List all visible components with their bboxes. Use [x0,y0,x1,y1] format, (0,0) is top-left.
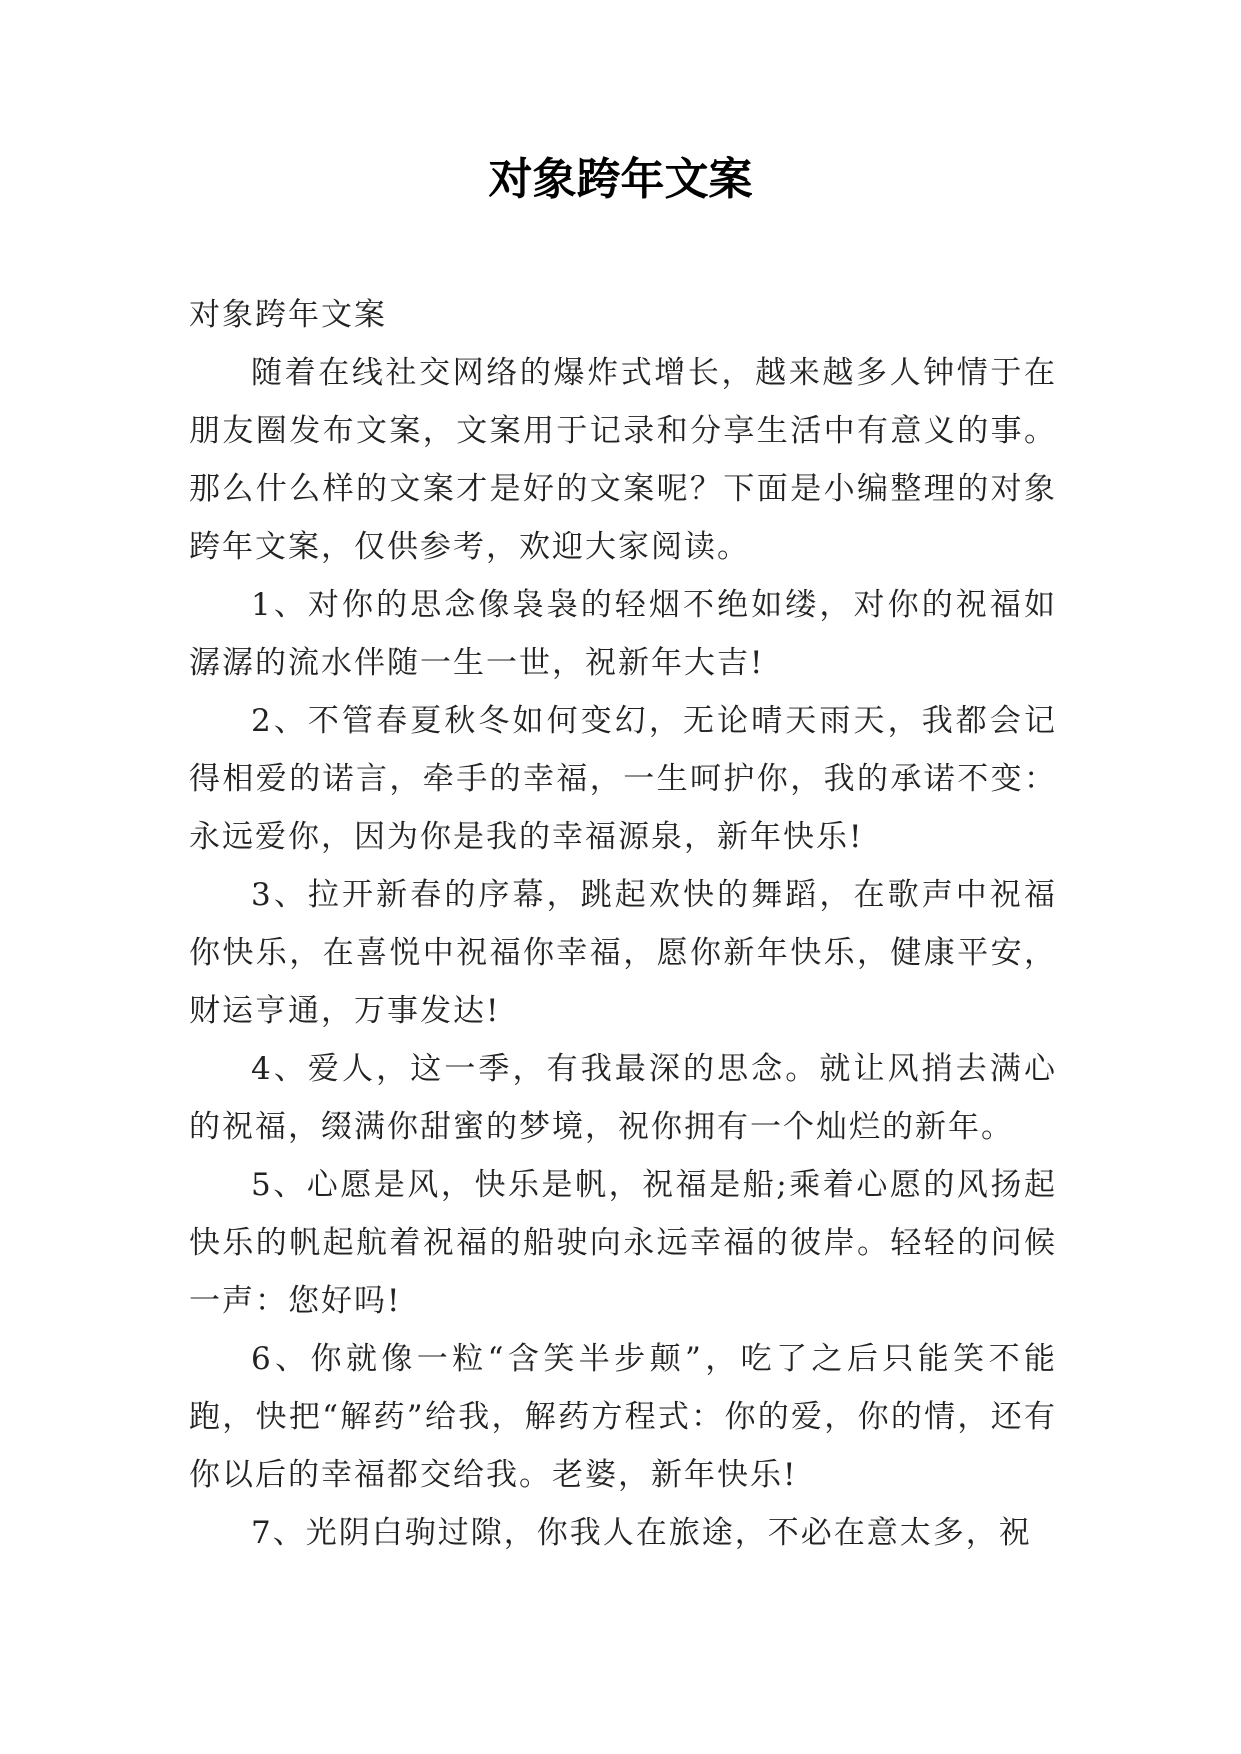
wish-paragraph-5: 5、心愿是风，快乐是帆，祝福是船;乘着心愿的风扬起快乐的帆起航着祝福的船驶向永远幸福的彼岸。轻轻的问候一声：您好吗! [189,1167,1057,1319]
document-subtitle: 对象跨年文案 [189,297,387,333]
wish-paragraph-7: 7、光阴白驹过隙，你我人在旅途，不必在意太多，祝 [251,1515,1032,1551]
document-body [189,286,1057,1562]
document-title: 对象跨年文案 [488,154,753,205]
wish-paragraph-3: 3、拉开新春的序幕，跳起欢快的舞蹈，在歌声中祝福你快乐，在喜悦中祝福你幸福，愿你新年快乐，健康平安，财运亨通，万事发达! [189,877,1057,1029]
wish-paragraph-1: 1、对你的思念像袅袅的轻烟不绝如缕，对你的祝福如潺潺的流水伴随一生一世，祝新年大吉! [189,587,1057,681]
wish-paragraph-6: 6、你就像一粒“含笑半步颠”，吃了之后只能笑不能跑，快把“解药”给我，解药方程式：你的爱，你的情，还有你以后的幸福都交给我。老婆，新年快乐! [189,1341,1057,1493]
intro-paragraph: 随着在线社交网络的爆炸式增长，越来越多人钟情于在朋友圈发布文案，文案用于记录和分享生活中有意义的事。那么什么样的文案才是好的文案呢？下面是小编整理的对象跨年文案，仅供参考，欢迎大家阅读。 [189,355,1057,565]
wish-paragraph-2: 2、不管春夏秋冬如何变幻，无论晴天雨天，我都会记得相爱的诺言，牵手的幸福，一生呵护你，我的承诺不变：永远爱你，因为你是我的幸福源泉，新年快乐! [189,703,1057,855]
wish-paragraph-4: 4、爱人，这一季，有我最深的思念。就让风捎去满心的祝福，缀满你甜蜜的梦境，祝你拥有一个灿烂的新年。 [189,1051,1057,1145]
